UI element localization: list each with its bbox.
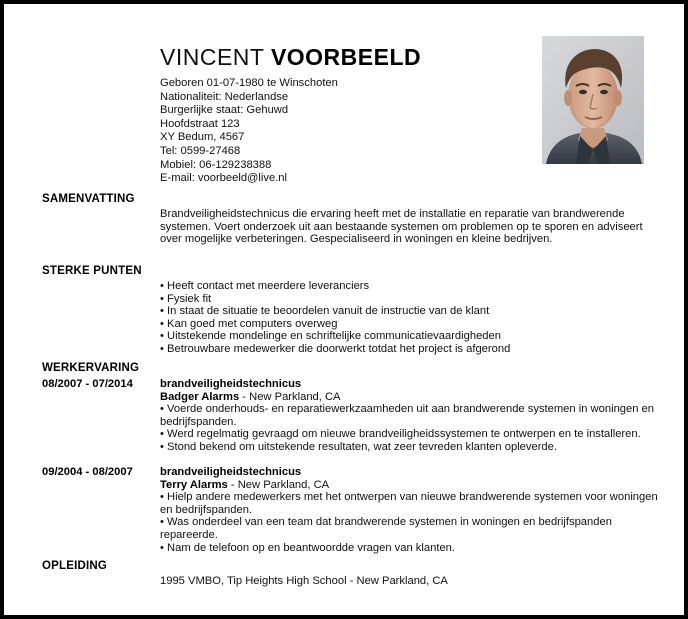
marital-status: Burgerlijke staat: Gehuwd (160, 104, 289, 117)
employer-location: - New Parkland, CA (239, 390, 341, 403)
list-item: • Was onderdeel van een team dat brandwerende systemen in woningen en bedrijfspanden repareerde. (160, 516, 612, 541)
summary-section (160, 208, 660, 246)
job-employer-line (160, 479, 660, 492)
list-item: • Betrouwbare medewerker die doorwerkt totdat het project is afgerond (160, 342, 511, 355)
list-item: • Uitstekende mondelinge en schriftelijke communicatievaardigheden (160, 330, 501, 343)
postal-city: XY Bedum, 4567 (160, 131, 245, 144)
job-employer-line (160, 391, 660, 404)
candidate-name (160, 44, 421, 71)
mobile: Mobiel: 06-129238388 (160, 158, 272, 171)
street-address: Hoofdstraat 123 (160, 117, 240, 130)
job-duties (160, 491, 660, 554)
list-item: • Voerde onderhouds- en reparatiewerkzaamheden uit aan brandwerende systemen in woningen en bedrijfspanden. (160, 403, 655, 428)
education-entry: 1995 VMBO, Tip Heights High School - New Parkland, CA (160, 575, 448, 587)
employer-name: Badger Alarms (160, 390, 240, 403)
education-heading: OPLEIDING (42, 560, 108, 572)
job-duties (160, 403, 660, 453)
summary-text: Brandveiligheidstechnicus die ervaring heeft met de installatie en reparatie van brandwerende systemen. Voert onderzoek uit aan bestaande systemen om problemen op te sporen en adviseert over mogelijke verbeteringen. Gespecialiseerd in woningen en kleine bedrijven. (160, 208, 643, 246)
job-dates: 09/2004 - 08/2007 (42, 466, 133, 478)
email: E-mail: voorbeeld@live.nl (160, 172, 288, 185)
nationality: Nationaliteit: Nederlandse (160, 90, 289, 103)
last-name: VOORBEELD (270, 44, 422, 70)
job-dates: 08/2007 - 07/2014 (42, 378, 133, 390)
employer-location: - New Parkland, CA (227, 478, 330, 491)
phone: Tel: 0599-27468 (160, 144, 241, 157)
education-section (160, 575, 660, 588)
list-item: • In staat de situatie te beoordelen vanuit de instructie van de klant (160, 305, 490, 318)
list-item: • Hielp andere medewerkers met het ontwerpen van nieuwe brandwerende systemen voor woningen en bedrijfspanden. (160, 491, 658, 516)
employer-name: Terry Alarms (160, 478, 228, 491)
strengths-section (160, 280, 660, 356)
first-name: VINCENT (160, 44, 265, 70)
list-item: • Stond bekend om uitstekende resultaten, wat zeer tevreden klanten opleverde. (160, 440, 557, 453)
birth-info: Geboren 01-07-1980 te Winschoten (160, 77, 338, 89)
list-item: • Kan goed met computers overweg (160, 317, 338, 330)
job-title: brandveiligheidstechnicus (160, 466, 302, 478)
job-entry (160, 378, 660, 454)
experience-heading: WERKERVARING (42, 362, 140, 374)
contact-details (160, 77, 338, 186)
strengths-list (160, 280, 660, 356)
summary-heading: SAMENVATTING (42, 193, 135, 205)
list-item: • Nam de telefoon op en beantwoordde vragen van klanten. (160, 541, 455, 554)
job-title: brandveiligheidstechnicus (160, 378, 302, 390)
job-entry (160, 466, 660, 554)
list-item: • Werd regelmatig gevraagd om nieuwe brandveiligheidssystemen te ontwerpen en te installeren. (160, 428, 641, 441)
profile-photo (542, 36, 644, 164)
strengths-heading: STERKE PUNTEN (42, 265, 142, 277)
list-item: • Heeft contact met meerdere leveranciers (160, 280, 370, 292)
list-item: • Fysiek fit (160, 292, 212, 305)
